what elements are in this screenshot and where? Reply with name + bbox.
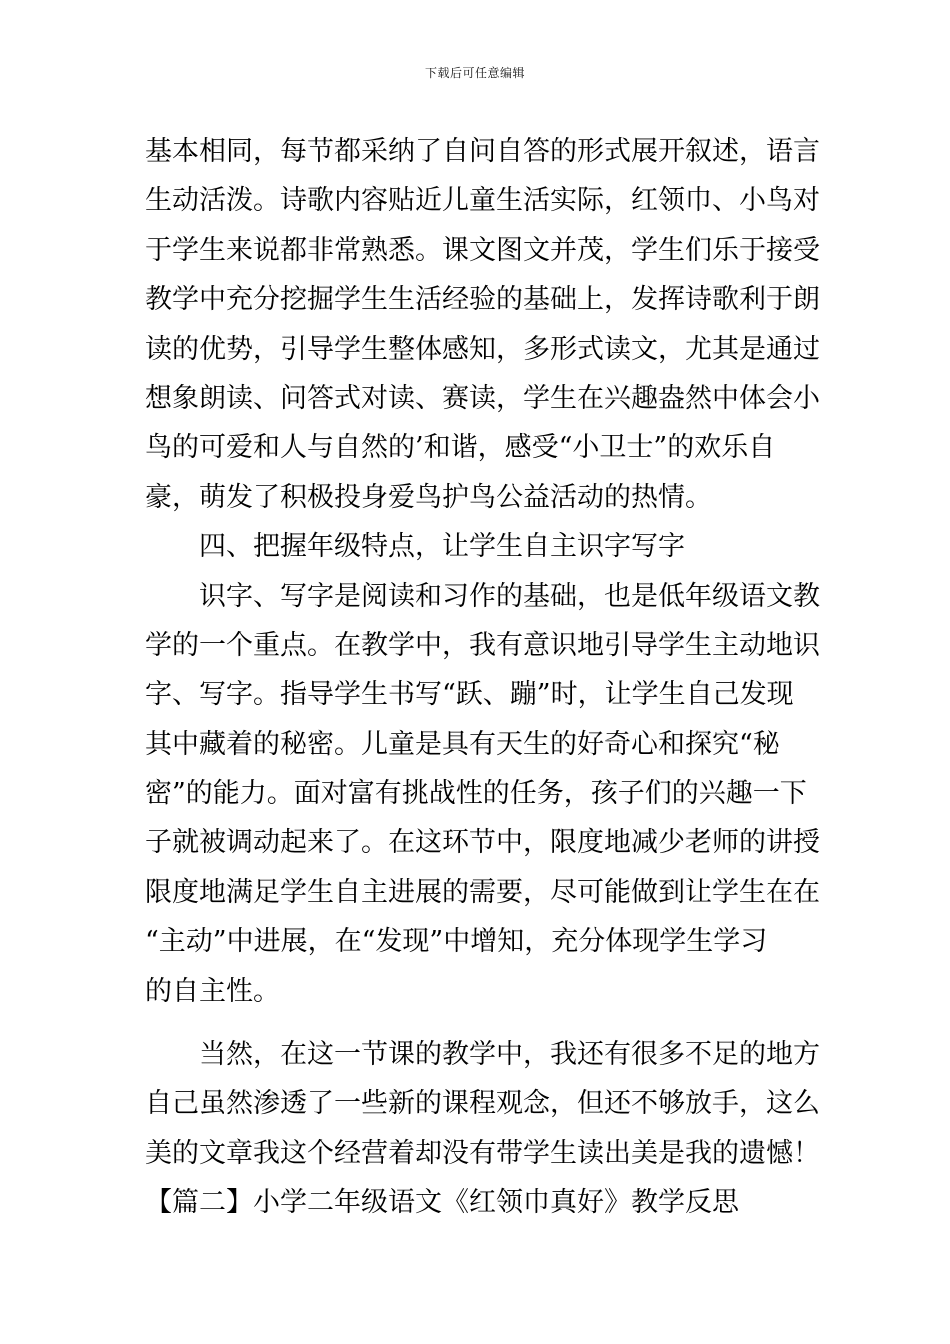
paragraph-line: 教学中充分挖掘学生生活经验的基础上，发挥诗歌利于朗: [145, 284, 820, 316]
paragraph-line: 生动活泼。诗歌内容贴近儿童生活实际，红领巾、小鸟对: [145, 185, 820, 217]
page-header-note: 下载后可任意编辑: [424, 66, 525, 80]
paragraph-gap: [145, 1016, 810, 1030]
paragraph-line: 的自主性。: [145, 975, 280, 1007]
paragraph-line: 限度地满足学生自主进展的需要，尽可能做到让学生在在: [145, 876, 820, 908]
section-heading: 四、把握年级特点，让学生自主识字写字: [199, 531, 685, 563]
paragraph-line: 想象朗读、问答式对读、赛读，学生在兴趣盎然中体会小: [145, 382, 820, 414]
paragraph-line: 学的一个重点。在教学中，我有意识地引导学生主动地识: [145, 629, 820, 661]
paragraph-line: 于学生来说都非常熟悉。课文图文并茂，学生们乐于接受: [145, 234, 820, 266]
paragraph-line: 基本相同，每节都采纳了自问自答的形式展开叙述，语言: [145, 136, 820, 167]
paragraph-line: 字、写字。指导学生书写“跃、蹦”时，让学生自己发现: [145, 679, 794, 711]
paragraph-line: “主动”中进展，在“发现”中增知，充分体现学生学习: [145, 926, 768, 958]
paragraph-line: 美的文章我这个经营着却没有带学生读出美是我的遗憾！: [145, 1137, 820, 1169]
paragraph-line: 鸟的可爱和人与自然的’和谐，感受“小卫士”的欢乐自: [145, 432, 776, 464]
paragraph-line: 子就被调动起来了。在这环节中，限度地减少老师的讲授: [145, 827, 820, 859]
paragraph-line: 当然，在这一节课的教学中，我还有很多不足的地方: [199, 1039, 820, 1071]
paragraph-line: 识字、写字是阅读和习作的基础，也是低年级语文教: [199, 580, 820, 612]
paragraph-line: 豪，萌发了积极投身爱鸟护鸟公益活动的热情。: [145, 481, 712, 513]
document-body: [145, 127, 820, 1228]
paragraph-line: 读的优势，引导学生整体感知，多形式读文，尤其是通过: [145, 333, 820, 365]
paragraph-line: 其中藏着的秘密。儿童是具有天生的好奇心和探究“秘: [145, 728, 780, 760]
paragraph-line: 自己虽然渗透了一些新的课程观念，但还不够放手，这么: [145, 1088, 820, 1120]
paragraph-line: 密”的能力。面对富有挑战性的任务，孩子们的兴趣一下: [145, 778, 807, 810]
section-title: 【篇二】小学二年级语文《红领巾真好》教学反思: [145, 1187, 739, 1219]
